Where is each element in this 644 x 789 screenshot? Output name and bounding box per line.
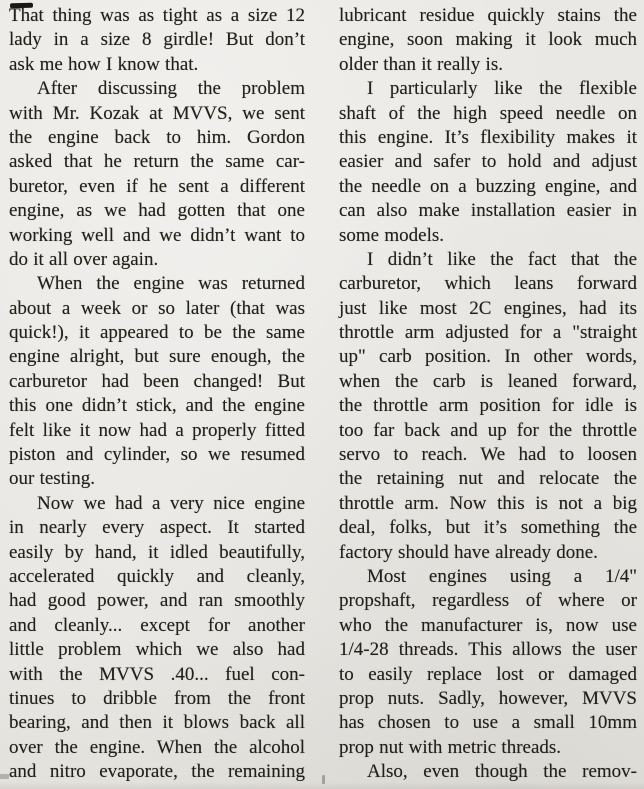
text-line-right-p2-l3: this engine. It’s flexibility makes it	[339, 126, 637, 148]
text-line-right-p3-l9: servo to reach. We had to loosen	[339, 444, 637, 466]
text-line-left-p4-l7: little problem which we also had	[9, 639, 305, 661]
text-line-right-p3-l1: I didn’t like the fact that the	[367, 248, 637, 270]
text-line-left-p4-l2: in nearly every aspect. It started	[9, 517, 305, 539]
text-line-left-p4-l4: accelerated quickly and cleanly,	[9, 565, 305, 587]
text-line-right-p2-l6: can also make installation easier in	[339, 200, 637, 222]
text-line-left-p4-l1: Now we had a very nice engine	[37, 492, 305, 514]
text-line-right-p4-l8: prop nut with metric threads.	[339, 736, 562, 758]
text-line-left-p2-l3: the engine back to him. Gordon	[9, 126, 305, 148]
text-line-right-p1-l2: engine, soon making it look much	[339, 29, 637, 51]
text-line-right-p4-l5: to easily replace lost or damaged	[339, 663, 637, 685]
text-line-left-p4-l9: tinues to dribble from the front	[9, 687, 305, 709]
text-line-right-p2-l1: I particularly like the flexible	[367, 78, 637, 100]
text-line-left-p2-l7: working well and we didn’t want to	[9, 224, 305, 246]
text-line-left-p3-l4: engine alright, but sure enough, the	[9, 346, 305, 368]
scan-edge-shadow	[0, 782, 644, 789]
text-line-left-p3-l2: about a week or so later (that was	[9, 297, 305, 319]
text-line-left-p3-l6: this one didn’t stick, and the engine	[9, 395, 305, 417]
text-line-right-p1-l1: lubricant residue quickly stains the	[339, 5, 637, 26]
text-line-right-p2-l2: shaft of the high speed needle on	[339, 102, 637, 124]
text-column-left	[9, 4, 305, 785]
text-line-right-p4-l2: propshaft, regardless of where or	[339, 590, 637, 612]
text-line-left-p3-l1: When the engine was returned	[37, 273, 305, 295]
text-line-right-p3-l10: the retaining nut and relocate the	[339, 468, 637, 490]
text-line-left-p3-l9: our testing.	[9, 468, 95, 490]
text-line-left-p2-l6: engine, as we had gotten that one	[9, 200, 305, 222]
text-line-right-p3-l4: throttle arm adjusted for a "straight	[339, 322, 637, 344]
text-line-left-p1-l1: That thing was as tight as a size 12	[9, 5, 305, 26]
text-line-right-p2-l7: some models.	[339, 224, 444, 246]
text-line-left-p4-l6: and cleanly... except for another	[9, 614, 305, 636]
text-line-left-p2-l2: with Mr. Kozak at MVVS, we sent	[9, 102, 305, 124]
text-line-left-p3-l7: felt like it now had a properly fitted	[9, 419, 305, 441]
text-line-right-p3-l13: factory should have already done.	[339, 541, 598, 563]
text-line-left-p4-l3: easily by hand, it idled beautifully,	[9, 541, 305, 563]
text-line-left-p4-l5: had good power, and ran smoothly	[9, 590, 305, 612]
text-line-right-p3-l3: just like most 2C engines, had its	[339, 297, 637, 319]
text-column-right	[339, 4, 637, 785]
text-line-left-p2-l8: do it all over again.	[9, 248, 159, 270]
text-line-left-p4-l8: with the MVVS .40... fuel con-	[9, 663, 305, 685]
text-line-right-p3-l5: up" carb position. In other words,	[339, 346, 637, 368]
text-line-left-p4-l10: bearing, and then it blows back all	[9, 712, 305, 734]
text-line-right-p3-l6: when the carb is leaned forward,	[339, 370, 637, 392]
text-line-left-p3-l8: piston and cylinder, so we resumed	[9, 444, 305, 466]
text-line-left-p1-l3: ask me how I know that.	[9, 53, 199, 75]
text-line-left-p4-l12: and nitro evaporate, the remaining	[9, 761, 305, 783]
text-line-left-p2-l1: After discussing the problem	[37, 78, 305, 100]
text-line-left-p4-l11: over the engine. When the alcohol	[9, 736, 305, 758]
text-line-right-p2-l5: the needle on a buzzing engine, and	[339, 175, 637, 197]
text-line-left-p2-l5: buretor, even if he sent a different	[9, 175, 305, 197]
text-line-left-p2-l4: asked that he return the same car-	[9, 151, 305, 173]
text-line-right-p4-l4: 1/4-28 threads. This allows the user	[339, 639, 637, 661]
text-line-left-p3-l5: carburetor had been changed! But	[9, 370, 305, 392]
scan-artifact-left-speck	[0, 774, 9, 779]
text-line-right-p4-l3: who the manufacturer is, now use	[339, 614, 637, 636]
text-line-right-p2-l4: easier and safer to hold and adjust	[339, 151, 637, 173]
text-line-right-p4-l6: prop nuts. Sadly, however, MVVS	[339, 687, 637, 709]
text-line-right-p5-l1: Also, even though the remov-	[367, 761, 637, 783]
text-line-right-p3-l7: the throttle arm position for idle is	[339, 395, 637, 417]
text-line-right-p3-l8: too far back and up for the throttle	[339, 419, 637, 441]
text-line-right-p3-l2: carburetor, which leans forward	[339, 273, 637, 295]
text-line-left-p3-l3: quick!), it appeared to be the same	[9, 322, 305, 344]
text-line-right-p3-l11: throttle arm. Now this is not a big	[339, 492, 637, 514]
text-line-right-p4-l7: has chosen to use a small 10mm	[339, 712, 637, 734]
text-line-right-p4-l1: Most engines using a 1/4"	[367, 565, 637, 587]
text-line-left-p1-l2: lady in a size 8 girdle! But don’t	[9, 29, 305, 51]
text-line-right-p3-l12: deal, folks, but it’s something the	[339, 517, 637, 539]
text-line-right-p1-l3: older than it really is.	[339, 53, 503, 75]
